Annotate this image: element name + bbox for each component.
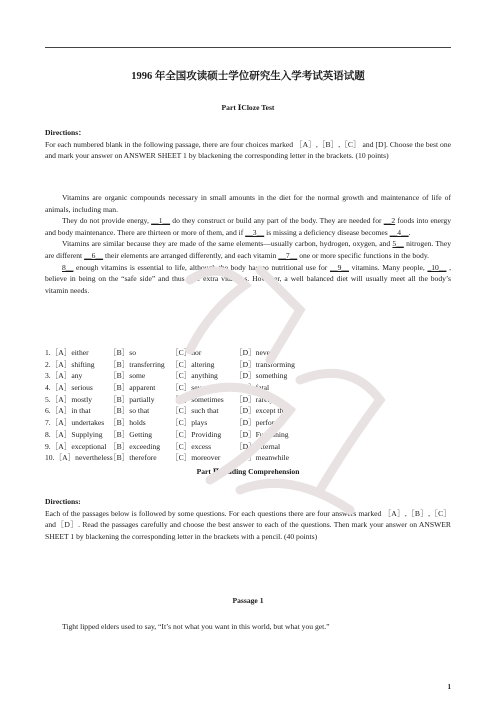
option-choice: ［B］holds <box>109 418 146 428</box>
text-run: vitamins. Many people, <box>351 262 425 272</box>
option-choice: ［D］external <box>235 441 281 451</box>
blank-8: 8__ <box>62 262 74 272</box>
page-title: 1996 年全国攻读硕士学位研究生入学考试英语试题 <box>131 71 365 82</box>
option-choice: 1.［A］either <box>45 348 89 357</box>
directions-text: For each numbered blank in the following passage, there are four choices marked ［A］,［B］,［C］ and [D]. Choose the best one and mark your answer on ANSWER SHEET 1 by blackening the corresponding letter in the brackets. (10 points) <box>45 139 451 161</box>
option-choice: ［C］Providing <box>171 429 222 439</box>
option-row <box>45 405 315 417</box>
text-run: foods into energy and body maintenance. There are thirteen or more of them, and if <box>45 216 451 237</box>
option-row <box>45 382 315 394</box>
option-choice: 3.［A］any <box>45 371 83 381</box>
part1-heading: Part ⅠCloze Test <box>221 103 275 112</box>
option-choice: 5.［A］mostly <box>45 394 93 404</box>
option-row <box>45 347 315 359</box>
blank-6: __6__ <box>84 250 104 260</box>
option-row <box>45 452 315 464</box>
blank-7: __7__ <box>278 250 298 260</box>
option-choice: 4.［A］serious <box>45 383 93 393</box>
passage-paragraph-4 <box>45 262 451 297</box>
text-run: their elements are arranged differently, and each vitamin <box>104 250 277 260</box>
passage-paragraph-2 <box>45 215 451 238</box>
text-run: Vitamins are similar because they are made of the same elements—usually carbon, hydrogen, oxygen, and <box>62 239 391 249</box>
part2-heading: Part ⅡReading Comprehension <box>196 467 300 476</box>
blank-4: __4__ <box>389 227 409 237</box>
option-choice: ［B］apparent <box>109 383 156 393</box>
passage-paragraph-1: Vitamins are organic compounds necessary in small amounts in the diet for the normal growth and maintenance of life of animals, including man. <box>45 193 451 214</box>
option-choice: ［C］nor <box>171 348 202 357</box>
directions-text: Each of the passages below is followed by some questions. For each questions there are four answers marked ［A］,［B］,［C］and［D］. Read the passages carefully and choose the best answer to each of the questions. Then mark your answer on ANSWER SHEET 1 by blackening the corresponding letter in the brackets with a pencil. (40 points) <box>45 508 451 541</box>
option-choice: 9.［A］exceptional <box>45 441 107 451</box>
option-choice: ［D］Furnishing <box>235 429 289 439</box>
option-choice: ［D］never <box>235 348 273 357</box>
option-choice: 6.［A］in that <box>45 406 91 416</box>
blank-3: __3__ <box>245 227 265 237</box>
option-choice: 2.［A］shifting <box>45 359 95 369</box>
option-choice: ［B］transferring <box>109 359 165 369</box>
directions-label: Directions: <box>45 497 81 506</box>
option-choice: ［B］so <box>109 348 137 357</box>
passage-1-first-line: Tight lipped elders used to say, “It’s not what you want in this world, but what you get.” <box>62 622 330 631</box>
passage-1-body <box>45 621 451 633</box>
option-choice: 10.［A］nevertheless <box>45 453 113 463</box>
option-choice: ［B］some <box>109 371 146 381</box>
option-choice: ［C］altering <box>171 359 215 369</box>
text-run: They do not provide energy, <box>62 216 149 226</box>
text-run: enough vitamins is essential to life, although the body has no nutritional use for <box>76 262 328 272</box>
option-row <box>45 429 315 441</box>
page-number: 1 <box>447 683 451 691</box>
option-row <box>45 417 315 429</box>
option-row <box>45 359 315 371</box>
option-choice: ［D］rarely <box>235 394 274 404</box>
header-rule <box>45 47 451 48</box>
passage-1-title: Passage 1 <box>232 596 264 605</box>
option-choice: ［D］meanwhile <box>235 453 289 463</box>
text-run: nitrogen. They are different <box>45 239 451 260</box>
option-row <box>45 370 315 382</box>
option-choice: ［B］Getting <box>109 429 153 439</box>
option-choice: ［C］excess <box>171 441 212 451</box>
text-run: , believe in being on the “safe side” and thus take extra vitamins. However, a well balanced diet will usually meet all the body’s vitamin needs. <box>45 262 451 295</box>
option-choice: ［C］sometimes <box>171 394 224 404</box>
option-choice: ［B］so that <box>109 406 150 416</box>
option-choice: ［C］such that <box>171 406 219 416</box>
option-choice: ［D］fatal <box>235 383 270 393</box>
passage-paragraph-3 <box>45 238 451 261</box>
option-choice: ［D］except that <box>235 406 289 416</box>
option-choice: ［D］transforming <box>235 359 295 369</box>
option-choice: ［B］therefore <box>109 453 157 463</box>
option-choice: ［D］something <box>235 371 288 381</box>
option-choice: ［C］moreover <box>171 453 221 463</box>
blank-2: __2 <box>383 216 396 226</box>
answer-options <box>45 347 315 464</box>
document-page <box>45 0 451 702</box>
text-run: is missing a deficiency disease becomes <box>266 227 388 237</box>
option-choice: ［D］performs <box>235 418 284 428</box>
cloze-passage <box>45 192 451 296</box>
text-run: one or more specific functions in the body. <box>299 250 430 260</box>
directions-label: Directions： <box>45 128 86 137</box>
part2-directions <box>45 496 451 542</box>
blank-9: __9__ <box>329 262 349 272</box>
text-run: do they construct or build any part of the body. They are needed for <box>172 216 382 226</box>
option-choice: ［B］partially <box>109 394 155 404</box>
option-choice: 7.［A］undertakes <box>45 418 105 428</box>
part1-directions <box>45 127 451 162</box>
text-run: . <box>408 227 411 237</box>
blank-5: 5__ <box>392 239 404 249</box>
blank-10: _10__ <box>427 262 447 272</box>
option-choice: 8.［A］Supplying <box>45 429 103 439</box>
blank-1: __1__ <box>151 216 171 226</box>
option-row <box>45 441 315 453</box>
option-choice: ［C］anything <box>171 371 218 381</box>
option-row <box>45 394 315 406</box>
option-choice: ［B］exceeding <box>109 441 161 451</box>
option-choice: ［C］plays <box>171 418 208 428</box>
option-choice: ［C］severe <box>171 383 211 393</box>
